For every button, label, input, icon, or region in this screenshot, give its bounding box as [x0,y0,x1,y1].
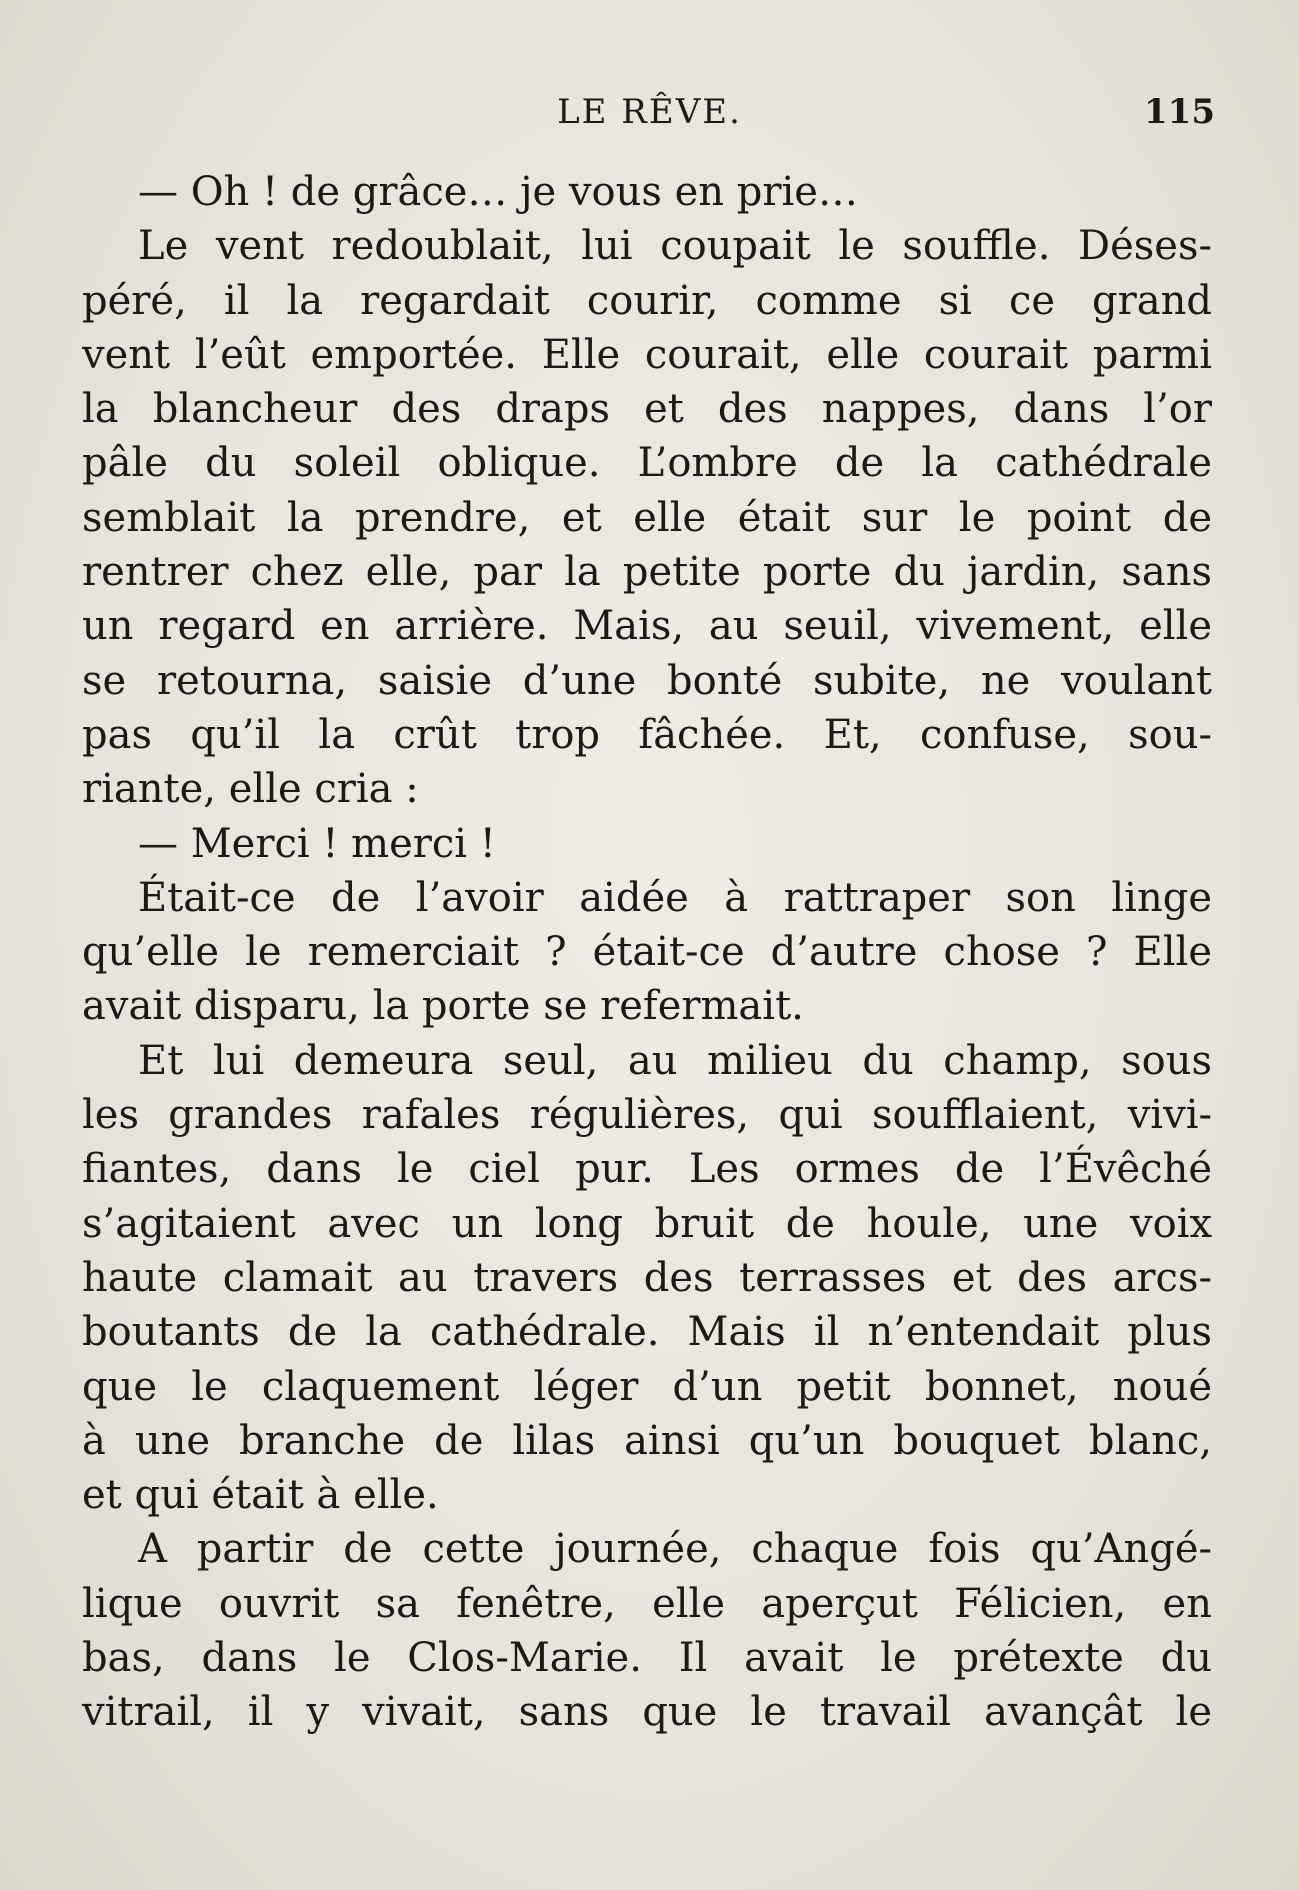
text-line: pas qu’il la crût trop fâchée. Et, confuse, sou- [82,711,1212,758]
text-line: vent l’eût emportée. Elle courait, elle courait parmi [82,331,1212,378]
text-line: que le claquement léger d’un petit bonnet, noué [82,1363,1212,1410]
text-line: Et lui demeura seul, au milieu du champ, sous [138,1037,1212,1084]
body-text [82,165,1212,1740]
text-line: haute clamait au travers des terrasses et des arcs- [82,1254,1212,1301]
text-line: Le vent redoublait, lui coupait le souffle. Déses- [138,223,1212,270]
text-line: fiantes, dans le ciel pur. Les ormes de l’Évêché [82,1146,1212,1193]
text-line: boutants de la cathédrale. Mais il n’entendait plus [82,1309,1212,1356]
text-line: qu’elle le remerciait ? était-ce d’autre chose ? Elle [82,929,1212,976]
text-line: — Oh ! de grâce… je vous en prie… [138,169,858,215]
text-line: les grandes rafales régulières, qui soufflaient, vivi- [82,1092,1212,1139]
text-line: rentrer chez elle, par la petite porte du jardin, sans [82,549,1212,596]
text-line: et qui était à elle. [82,1472,439,1519]
text-line: à une branche de lilas ainsi qu’un bouquet blanc, [82,1417,1212,1464]
text-line: bas, dans le Clos-Marie. Il avait le prétexte du [82,1635,1212,1682]
running-title: LE RÊVE. [557,92,742,132]
text-line: se retourna, saisie d’une bonté subite, ne voulant [82,657,1212,704]
text-line: un regard en arrière. Mais, au seuil, vivement, elle [82,603,1212,650]
text-line: A partir de cette journée, chaque fois qu’Angé- [138,1526,1212,1573]
text-line: avait disparu, la porte se refermait. [82,983,804,1030]
text-line: semblait la prendre, et elle était sur le point de [82,494,1212,541]
text-line: vitrail, il y vivait, sans que le travail avançât le [82,1689,1212,1736]
text-line: lique ouvrit sa fenêtre, elle aperçut Félicien, en [82,1580,1212,1627]
text-line: — Merci ! merci ! [138,820,496,867]
text-line: Était-ce de l’avoir aidée à rattraper son linge [138,874,1212,921]
text-line: la blancheur des draps et des nappes, dans l’or [82,386,1212,433]
text-line: pâle du soleil oblique. L’ombre de la cathédrale [82,440,1212,487]
running-head [0,92,1299,132]
text-line: péré, il la regardait courir, comme si ce grand [82,277,1212,324]
text-line: riante, elle cria : [82,766,419,813]
text-line: s’agitaient avec un long bruit de houle, une voix [82,1200,1212,1247]
page-number: 115 [1144,92,1215,132]
